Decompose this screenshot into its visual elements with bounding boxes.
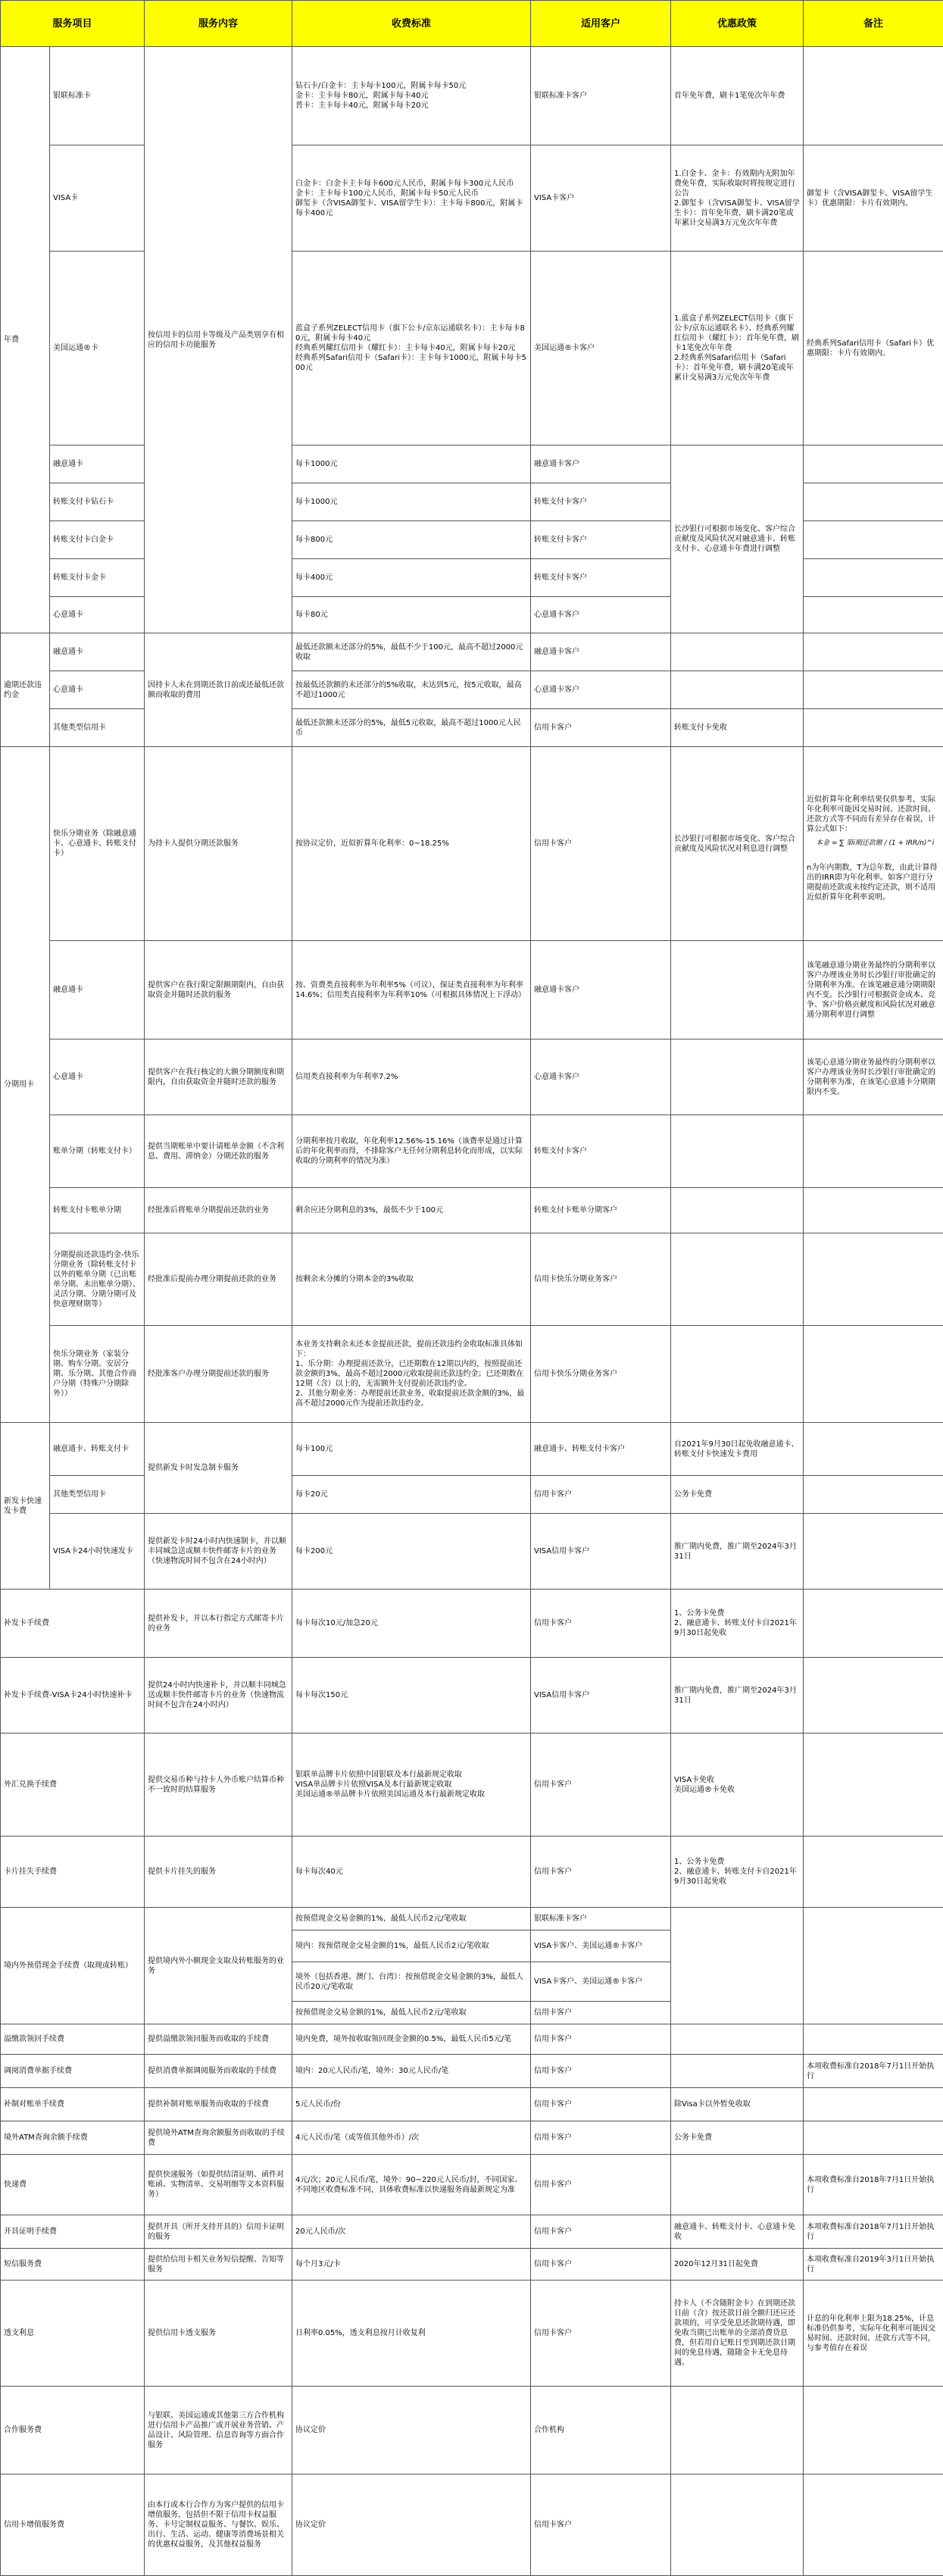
discount-cell: 推广期内免费，推广期至2024年3月31日 xyxy=(671,1658,804,1733)
customer-cell: 信用卡客户 xyxy=(531,747,671,941)
customer-cell: VISA卡客户、美国运通®卡客户 xyxy=(531,1930,671,1962)
content-cell: 因持卡人未在到期还款日前或还最低还款额而收取的费用 xyxy=(145,633,292,747)
customer-cell: 心意通卡客户 xyxy=(531,671,671,709)
customer-cell: 信用卡客户 xyxy=(531,1733,671,1837)
discount-cell xyxy=(671,633,804,671)
fee-cell: 每卡1000元 xyxy=(292,483,531,521)
fee-cell: 按预借现金交易金额的1%，最低人民币2元/笔收取 xyxy=(292,2002,531,2024)
note-cell: 本项收费标准自2018年7月1日开始执行 xyxy=(804,2055,943,2088)
customer-cell: 融意通卡客户 xyxy=(531,445,671,483)
content-cell: 经批准客户办理分期提前还款的服务 xyxy=(145,1326,292,1423)
note-text: n为年内期数，T为总年数，由此计算得出的IRR即为年化利率。如客户进行分期提前还款或未按约定还款，则不适用近似折算年化利率说明。 xyxy=(807,864,937,902)
content-cell: 提供新发卡时24小时内快速制卡，并以顺丰同城急送或顺丰快件邮寄卡片的业务（快速物流时间不包含在24小时内） xyxy=(145,1514,292,1590)
note-cell xyxy=(804,2024,943,2055)
discount-cell: 除Visa卡以外暂免收取 xyxy=(671,2088,804,2121)
table-row xyxy=(1,47,943,145)
fee-cell: 4元/次；20元人民币/笔，境外：90~220元人民币/封，不同国家、不同地区收费标准不同，具体收费标准以快递服务商最新规定为准 xyxy=(292,2155,531,2215)
note-cell xyxy=(804,597,943,633)
subcategory-cell: 心意通卡 xyxy=(50,671,145,709)
note-text: 近似折算年化利率结果仅供参考，实际年化利率可能因交易时间、还款时间、还款方式等不同而有差异存在着误，计算公式如下： xyxy=(807,796,935,833)
customer-cell: 信用卡快乐分期业务客户 xyxy=(531,1326,671,1423)
customer-cell: 合作机构 xyxy=(531,2387,671,2474)
content-cell: 提供客户在我行限定限额期限内，自由获取资金并随时还款的服务 xyxy=(145,941,292,1039)
table-row xyxy=(1,2121,943,2155)
table-row xyxy=(1,747,943,941)
category-cell: 快递费 xyxy=(1,2155,145,2215)
fee-cell: 按预借现金交易金额的1%，最低人民币2元/笔收取 xyxy=(292,1908,531,1930)
note-cell xyxy=(804,709,943,747)
customer-cell: 转账支付卡账单分期客户 xyxy=(531,1188,671,1233)
note-cell xyxy=(804,1233,943,1326)
note-cell xyxy=(804,1837,943,1908)
table-row xyxy=(1,2155,943,2215)
customer-cell: 信用卡客户 xyxy=(531,2474,671,2576)
note-cell: 该笔心意通分期业务最终的分期利率以客户办理该业务时长沙银行审批确定的分期利率为准，在该笔心意通卡分期期限内不变。 xyxy=(804,1039,943,1115)
subcategory-cell: 融意通卡 xyxy=(50,941,145,1039)
customer-cell: 信用卡快乐分期业务客户 xyxy=(531,1233,671,1326)
category-cell: 逾期还款违约金 xyxy=(1,633,50,747)
fee-cell: 每卡100元 xyxy=(292,1423,531,1476)
discount-cell xyxy=(671,1115,804,1188)
note-cell xyxy=(804,1590,943,1658)
customer-cell: 信用卡客户 xyxy=(531,2055,671,2088)
fee-cell: 钻石卡/白金卡：主卡每卡100元，附属卡每卡50元 金卡：主卡每卡80元，附属卡每卡40元 普卡：主卡每卡40元，附属卡每卡20元 xyxy=(292,47,531,145)
customer-cell: 融意通卡客户 xyxy=(531,941,671,1039)
note-cell: 经典系列Safari信用卡（Safari卡）优惠期限：卡片有效期内。 xyxy=(804,252,943,445)
table-row xyxy=(1,252,943,445)
category-cell: 合作服务费 xyxy=(1,2387,145,2474)
note-cell xyxy=(804,1908,943,2024)
content-cell: 提供境外ATM查询余额服务而收取的手续费 xyxy=(145,2121,292,2155)
discount-cell xyxy=(671,2474,804,2576)
customer-cell: 信用卡客户 xyxy=(531,1590,671,1658)
content-cell: 经批准后提前办理分期提前还款的业务 xyxy=(145,1233,292,1326)
content-cell: 提供开具（所开支持开具的）信用卡证明的服务 xyxy=(145,2215,292,2249)
content-cell: 提供消费单据调阅服务而收取的手续费 xyxy=(145,2055,292,2088)
fee-cell: 蓝盒子系列ZELECT信用卡（旗下公卡/京东运通联名卡）：主卡每卡80元，附属卡每卡40元 经典系列耀红信用卡（耀红卡）：主卡每卡40元，附属卡每卡20元 经典系列Safari信用卡（Safari卡）：主卡每卡1000元，附属卡每卡500元 xyxy=(292,252,531,445)
fee-cell: 每卡每次150元 xyxy=(292,1658,531,1733)
table-header-row xyxy=(1,1,943,47)
category-cell: 年费 xyxy=(1,47,50,633)
note-cell xyxy=(804,671,943,709)
content-cell: 提供给信用卡相关业务短信提醒、告知等服务 xyxy=(145,2249,292,2281)
customer-cell: 信用卡客户 xyxy=(531,2088,671,2121)
customer-cell: 转账支付卡客户 xyxy=(531,559,671,597)
content-cell: 提供交易币种与持卡人外币账户结算币种不一致时的结算服务 xyxy=(145,1733,292,1837)
fee-cell: 每卡80元 xyxy=(292,597,531,633)
note-cell xyxy=(804,445,943,483)
customer-cell: 信用卡客户 xyxy=(531,2249,671,2281)
discount-cell: 公务卡免费 xyxy=(671,2121,804,2155)
category-cell: 新发卡快速发卡费 xyxy=(1,1423,50,1590)
fee-cell: 每卡800元 xyxy=(292,521,531,559)
subcategory-cell: 快乐分期业务（除融意通卡、心意通卡、转账支付卡） xyxy=(50,747,145,941)
subcategory-cell: 美国运通®卡 xyxy=(50,252,145,445)
discount-cell xyxy=(671,2387,804,2474)
fee-cell: 每卡200元 xyxy=(292,1514,531,1590)
subcategory-cell: 转账支付卡账单分期 xyxy=(50,1188,145,1233)
subcategory-cell: VISA卡 xyxy=(50,145,145,252)
customer-cell: 转账支付卡客户 xyxy=(531,521,671,559)
customer-cell: 心意通卡客户 xyxy=(531,1039,671,1115)
category-cell: 短信服务费 xyxy=(1,2249,145,2281)
customer-cell: 信用卡客户 xyxy=(531,2121,671,2155)
fee-cell: 境外（包括香港、澳门、台湾）：按预借现金交易金额的3%，最低人民币20元/笔收取 xyxy=(292,1962,531,2002)
category-cell: 调阅消费单据手续费 xyxy=(1,2055,145,2088)
discount-cell xyxy=(671,1908,804,2024)
customer-cell: 心意通卡客户 xyxy=(531,597,671,633)
discount-cell xyxy=(671,1233,804,1326)
fee-cell: 20元人民币/次 xyxy=(292,2215,531,2249)
subcategory-cell: 银联标准卡 xyxy=(50,47,145,145)
subcategory-cell: 快乐分期业务（家装分期、购车分期、安居分期、乐分期、其他合作商户分期（特殊户分期除外）） xyxy=(50,1326,145,1423)
content-cell: 提供当期账单中要计请账单金额（不含利息、费用、滞纳金）分期还款的服务 xyxy=(145,1115,292,1188)
content-cell: 经批准后将账单分期提前还款的业务 xyxy=(145,1188,292,1233)
note-cell xyxy=(804,2474,943,2576)
table-row xyxy=(1,1658,943,1733)
customer-cell: 美国运通®卡客户 xyxy=(531,252,671,445)
content-cell: 提供境内外小额现金支取及转账服务的业务 xyxy=(145,1908,292,2024)
category-cell: 境内外预借现金手续费（取现或转账） xyxy=(1,1908,145,2024)
content-cell: 提供信用卡透支服务 xyxy=(145,2281,292,2387)
customer-cell: VISA信用卡客户 xyxy=(531,1658,671,1733)
table-row xyxy=(1,1188,943,1233)
subcategory-cell: 分期提前还款违约金-快乐分期业务（除转账支付卡以外的账单分期（已出账单分期、未出账单分期）、灵活分期、分期分期可及快意理财期等） xyxy=(50,1233,145,1326)
content-cell: 提供快递服务（如提供结清证明、函件对账函、实物清单、交易明细等文本资料服务） xyxy=(145,2155,292,2215)
discount-cell xyxy=(671,2155,804,2215)
note-cell: 本项收费标准自2018年7月1日开始执行 xyxy=(804,2155,943,2215)
customer-cell: 转账支付卡客户 xyxy=(531,483,671,521)
category-cell: 补发卡手续费-VISA卡24小时快速补卡 xyxy=(1,1658,145,1733)
discount-cell: 1.白金卡、金卡：有效期内无附加年费免年费，实际收取时将按规定进行公告 2.御玺卡（含VISA御玺卡、VISA留学生卡）：首年免年费，刷卡满20笔或年累计交易满3万元免次年年费 xyxy=(671,145,804,252)
content-cell: 提供补发卡，并以本行指定方式邮寄卡片的业务 xyxy=(145,1590,292,1658)
table-row xyxy=(1,445,943,483)
content-cell: 为持卡人提供分期还款服务 xyxy=(145,747,292,941)
discount-cell: 1、公务卡免费 2、融意通卡、转账支付卡自2021年9月30日起免收 xyxy=(671,1837,804,1908)
fee-cell: 按协议定价，近似折算年化利率：0~18.25% xyxy=(292,747,531,941)
customer-cell: 银联标准卡客户 xyxy=(531,1908,671,1930)
customer-cell: 信用卡客户 xyxy=(531,2215,671,2249)
note-cell: 本项收费标准自2018年7月1日开始执行 xyxy=(804,2215,943,2249)
subcategory-cell: 融意通卡、转账支付卡 xyxy=(50,1423,145,1476)
fee-cell: 每卡1000元 xyxy=(292,445,531,483)
discount-cell: 长沙银行可根据市场变化、客户综合贡献度及风险状况对融意通卡、转账支付卡、心意通卡年费进行调整 xyxy=(671,445,804,633)
category-cell: 补制对账单手续费 xyxy=(1,2088,145,2121)
fee-cell: 5元人民币/份 xyxy=(292,2088,531,2121)
note-cell: 该笔融意通分期业务最终的分期利率以客户办理该业务时长沙银行审批确定的分期利率为准。在该笔融意通分期期限内不变。长沙银行可根据资金成本、竞争、客户价格贡献度和风险状况对融意通分期利率进行调整 xyxy=(804,941,943,1039)
category-cell: 溢缴款领回手续费 xyxy=(1,2024,145,2055)
content-cell: 提供卡片挂失的服务 xyxy=(145,1837,292,1908)
note-cell: 本项收费标准自2019年3月1日开始执行 xyxy=(804,2249,943,2281)
category-cell: 透支利息 xyxy=(1,2281,145,2387)
customer-cell: 信用卡客户 xyxy=(531,2155,671,2215)
discount-cell: 1、公务卡免费 2、融意通卡、转账支付卡自2021年9月30日起免收 xyxy=(671,1590,804,1658)
customer-cell: 融意通卡客户 xyxy=(531,633,671,671)
note-cell xyxy=(804,483,943,521)
subcategory-cell: 转账支付卡钻石卡 xyxy=(50,483,145,521)
discount-cell: 自2021年9月30日起免收融意通卡、转账支付卡快速发卡费用 xyxy=(671,1423,804,1476)
table-row xyxy=(1,1837,943,1908)
category-cell: 分期用卡 xyxy=(1,747,50,1423)
table-row xyxy=(1,941,943,1039)
note-cell xyxy=(804,1326,943,1423)
note-cell xyxy=(804,1188,943,1233)
table-row xyxy=(1,1423,943,1476)
fee-cell: 信用类直接利率为年利率7.2% xyxy=(292,1039,531,1115)
category-cell: 境外ATM查询余额手续费 xyxy=(1,2121,145,2155)
fee-cell: 4元人民币/笔（或等值其他外币）/次 xyxy=(292,2121,531,2155)
table-row xyxy=(1,1590,943,1658)
subcategory-cell: 其他类型信用卡 xyxy=(50,709,145,747)
customer-cell: 融意通卡、转账支付卡客户 xyxy=(531,1423,671,1476)
fee-cell: 按最低还款额的未还部分的5%收取，未达到5元，按5元收取，最高不超过1000元 xyxy=(292,671,531,709)
discount-cell xyxy=(671,671,804,709)
customer-cell: 信用卡客户 xyxy=(531,2024,671,2055)
discount-cell: 1.蓝盒子系列ZELECT信用卡（旗下公卡/京东运通联名卡）、经典系列耀红信用卡（耀红卡）：首年免年费，刷卡1笔免次年年费 2.经典系列Safari信用卡（Safari卡）：首年免年费，刷卡满20笔或年累计交易满3万元免次年年费 xyxy=(671,252,804,445)
table-row xyxy=(1,2474,943,2576)
customer-cell: 信用卡客户 xyxy=(531,2281,671,2387)
content-cell: 提供24小时内快速补卡，并以顺丰同城急送或顺丰快件邮寄卡片的业务（快速物流时间不包含在24小时内） xyxy=(145,1658,292,1733)
category-cell: 外汇兑换手续费 xyxy=(1,1733,145,1837)
category-cell: 卡片挂失手续费 xyxy=(1,1837,145,1908)
content-cell: 提供补制对账单服务而收取的手续费 xyxy=(145,2088,292,2121)
fee-cell: 每个月3元/卡 xyxy=(292,2249,531,2281)
note-cell xyxy=(804,1514,943,1590)
customer-cell: 信用卡客户 xyxy=(531,1476,671,1514)
fee-cell: 银联单品牌卡片依照中国银联及本行最新规定收取 VISA单品牌卡片依照VISA及本行最新规定收取 美国运通®单品牌卡片依照美国运通及本行最新规定收取 xyxy=(292,1733,531,1837)
discount-cell: 推广期内免费，推广期至2024年3月31日 xyxy=(671,1514,804,1590)
discount-cell: 转账支付卡免收 xyxy=(671,709,804,747)
note-cell xyxy=(804,2121,943,2155)
note-cell xyxy=(804,1658,943,1733)
content-cell: 按信用卡的信用卡等级及产品类别享有相应的信用卡功能服务 xyxy=(145,47,292,633)
fee-cell: 本业务支持剩余未还本金提前还款，提前还款违约金收取标准具体如下： 1、乐分期：办理提前还款分，已还期数在12期以内的，按照提前还款金额的3%，最高不超过2000元收取提前还款违约金；已还期数在12期（含）以上的，无需额外支付提前还款违约金。 2、其他分期业务：办理提前还款业务，收取提前还款金额的3%，最高不超过2000元作为提前还款违约金。 xyxy=(292,1326,531,1423)
category-cell: 开具证明手续费 xyxy=(1,2215,145,2249)
fee-cell: 按、资费类直接利率为年利率5%（可议），保证类直接利率为年利率14.6%；信用类直接利率为年利率10%（可根据具体情况上下浮动） xyxy=(292,941,531,1039)
table-row xyxy=(1,2215,943,2249)
discount-cell: 2020年12月31日起免费 xyxy=(671,2249,804,2281)
fee-cell: 每卡400元 xyxy=(292,559,531,597)
table-row xyxy=(1,145,943,252)
subcategory-cell: 心意通卡 xyxy=(50,597,145,633)
discount-cell xyxy=(671,2024,804,2055)
table-row xyxy=(1,1326,943,1423)
table-row xyxy=(1,2055,943,2088)
discount-cell xyxy=(671,1326,804,1423)
table-row xyxy=(1,709,943,747)
header-fee-standard: 收费标准 xyxy=(292,1,531,47)
fee-cell: 最低还款额未还部分的5%，最低5元收取，最高不超过1000元人民币 xyxy=(292,709,531,747)
subcategory-cell: 融意通卡 xyxy=(50,445,145,483)
fee-cell: 最低还款额未还部分的5%，最低不少于100元，最高不超过2000元收取 xyxy=(292,633,531,671)
discount-cell: 长沙银行可根据市场变化、客户综合贡献度及风险状况对利息进行调整 xyxy=(671,747,804,941)
discount-cell: 首年免年费，刷卡1笔免次年年费 xyxy=(671,47,804,145)
content-cell: 与银联、美国运通或其他第三方合作机构进行信用卡产品推广或开展业务营销、产品设计、风险管理、信息咨询等方面合作服务 xyxy=(145,2387,292,2474)
note-cell xyxy=(804,521,943,559)
discount-cell: VISA卡免收 美国运通®卡免收 xyxy=(671,1733,804,1837)
customer-cell: VISA卡客户、美国运通®卡客户 xyxy=(531,1962,671,2002)
table-row xyxy=(1,2088,943,2121)
discount-cell: 公务卡免费 xyxy=(671,1476,804,1514)
table-row xyxy=(1,2281,943,2387)
content-cell: 由本行或本行合作方为客户提供的信用卡增值服务，包括但不限于信用卡权益服务、卡号定制权益服务、与餐饮、娱乐、出行、生活、运动、健康等消费场景相关的优惠权益服务，及其他权益服务 xyxy=(145,2474,292,2576)
table-row xyxy=(1,1039,943,1115)
subcategory-cell: VISA卡24小时快速发卡 xyxy=(50,1514,145,1590)
header-note: 备注 xyxy=(804,1,943,47)
content-cell: 提供新发卡时发急制卡服务 xyxy=(145,1423,292,1514)
fee-cell: 每卡每次40元 xyxy=(292,1837,531,1908)
fee-cell: 白金卡：白金卡主卡每卡600元人民币，附属卡每卡300元人民币 金卡：主卡每卡100元人民币，附属卡每卡50元人民币 御玺卡（含VISA御玺卡、VISA留学生卡）：主卡每卡800元，附属卡每卡400元 xyxy=(292,145,531,252)
fee-cell: 每卡每次10元/加急20元 xyxy=(292,1590,531,1658)
discount-cell xyxy=(671,1188,804,1233)
table-row xyxy=(1,1476,943,1514)
fee-cell: 按剩余未分摊的分期本金的3%收取 xyxy=(292,1233,531,1326)
header-customer: 适用客户 xyxy=(531,1,671,47)
customer-cell: 信用卡客户 xyxy=(531,2002,671,2024)
table-row xyxy=(1,633,943,671)
customer-cell: VISA信用卡客户 xyxy=(531,1514,671,1590)
subcategory-cell: 心意通卡 xyxy=(50,1039,145,1115)
table-row xyxy=(1,671,943,709)
note-cell xyxy=(804,559,943,597)
fee-cell: 分期利率按月收取，年化利率12.56%-15.16%（该费率是通过计算后的年化利率而得，不排除客户无任何分期利息转化而形成，以实际收取的分期利率的情况为准） xyxy=(292,1115,531,1188)
table-row xyxy=(1,1908,943,1930)
note-cell xyxy=(804,1423,943,1476)
customer-cell: 信用卡客户 xyxy=(531,709,671,747)
table-row xyxy=(1,2387,943,2474)
header-service-content: 服务内容 xyxy=(145,1,292,47)
discount-cell xyxy=(671,941,804,1039)
category-cell: 补发卡手续费 xyxy=(1,1590,145,1658)
subcategory-cell: 转账支付卡金卡 xyxy=(50,559,145,597)
customer-cell: 信用卡客户 xyxy=(531,1837,671,1908)
discount-cell: 融意通卡、转账支付卡、心意通卡免收 xyxy=(671,2215,804,2249)
fee-cell: 协议定价 xyxy=(292,2474,531,2576)
note-cell xyxy=(804,2088,943,2121)
discount-cell xyxy=(671,1039,804,1115)
note-cell xyxy=(804,47,943,145)
discount-cell xyxy=(671,2055,804,2088)
note-cell xyxy=(804,1115,943,1188)
header-discount: 优惠政策 xyxy=(671,1,804,47)
content-cell: 提供客户在我行核定的大额分期额度和期限内，自由获取资金并随时还款的服务 xyxy=(145,1039,292,1115)
fee-cell: 剩余应还分期利息的3%，最低不少于100元 xyxy=(292,1188,531,1233)
header-service-item: 服务项目 xyxy=(1,1,145,47)
note-cell xyxy=(804,633,943,671)
table-row xyxy=(1,1514,943,1590)
table-row xyxy=(1,2024,943,2055)
fee-cell: 每卡20元 xyxy=(292,1476,531,1514)
fee-cell: 协议定价 xyxy=(292,2387,531,2474)
table-body xyxy=(1,47,943,2576)
irr-formula: 本金 = ∑ 第i期还款额 / (1 + IRR/n)^i xyxy=(816,839,940,849)
fee-cell: 境内免费，境外按收取领回现金金额的0.5%，最低人民币5元/笔 xyxy=(292,2024,531,2055)
note-cell: 御玺卡（含VISA御玺卡、VISA留学生卡）优惠期限：卡片有效期内。 xyxy=(804,145,943,252)
note-cell xyxy=(804,1733,943,1837)
table-row xyxy=(1,1115,943,1188)
table-row xyxy=(1,2249,943,2281)
fee-cell: 境内：按预借现金交易金额的1%，最低人民币2元/笔收取 xyxy=(292,1930,531,1962)
subcategory-cell: 账单分期（转账支付卡） xyxy=(50,1115,145,1188)
subcategory-cell: 其他类型信用卡 xyxy=(50,1476,145,1514)
note-cell xyxy=(804,2387,943,2474)
content-cell: 提供溢缴款领回服务而收取的手续费 xyxy=(145,2024,292,2055)
subcategory-cell: 转账支付卡白金卡 xyxy=(50,521,145,559)
fee-cell: 日利率0.05%，透支利息按月计收复利 xyxy=(292,2281,531,2387)
discount-cell: 持卡人（不含随附金卡）在到期还款日前（含）按还款日前全额归还应还款项的，可享受免息还款期待遇，即免收当期已出账单的全部消费贷息费，但若用自记账日至到期还款日期间的免息待遇，随随金卡无免息待遇。 xyxy=(671,2281,804,2387)
note-cell xyxy=(804,747,943,941)
table-row xyxy=(1,1733,943,1837)
customer-cell: VISA卡客户 xyxy=(531,145,671,252)
customer-cell: 转账支付卡客户 xyxy=(531,1115,671,1188)
note-cell: 计息的年化利率上限为18.25%，计息标准仍供参考，实际年化利率可能因交易时间、还款时间、还款方式等不同，与参考值存在着误 xyxy=(804,2281,943,2387)
note-cell xyxy=(804,1476,943,1514)
customer-cell: 银联标准卡客户 xyxy=(531,47,671,145)
category-cell: 信用卡增值服务费 xyxy=(1,2474,145,2576)
table-row xyxy=(1,1233,943,1326)
subcategory-cell: 融意通卡 xyxy=(50,633,145,671)
fee-cell: 境内：20元人民币/笔，境外：30元人民币/笔 xyxy=(292,2055,531,2088)
